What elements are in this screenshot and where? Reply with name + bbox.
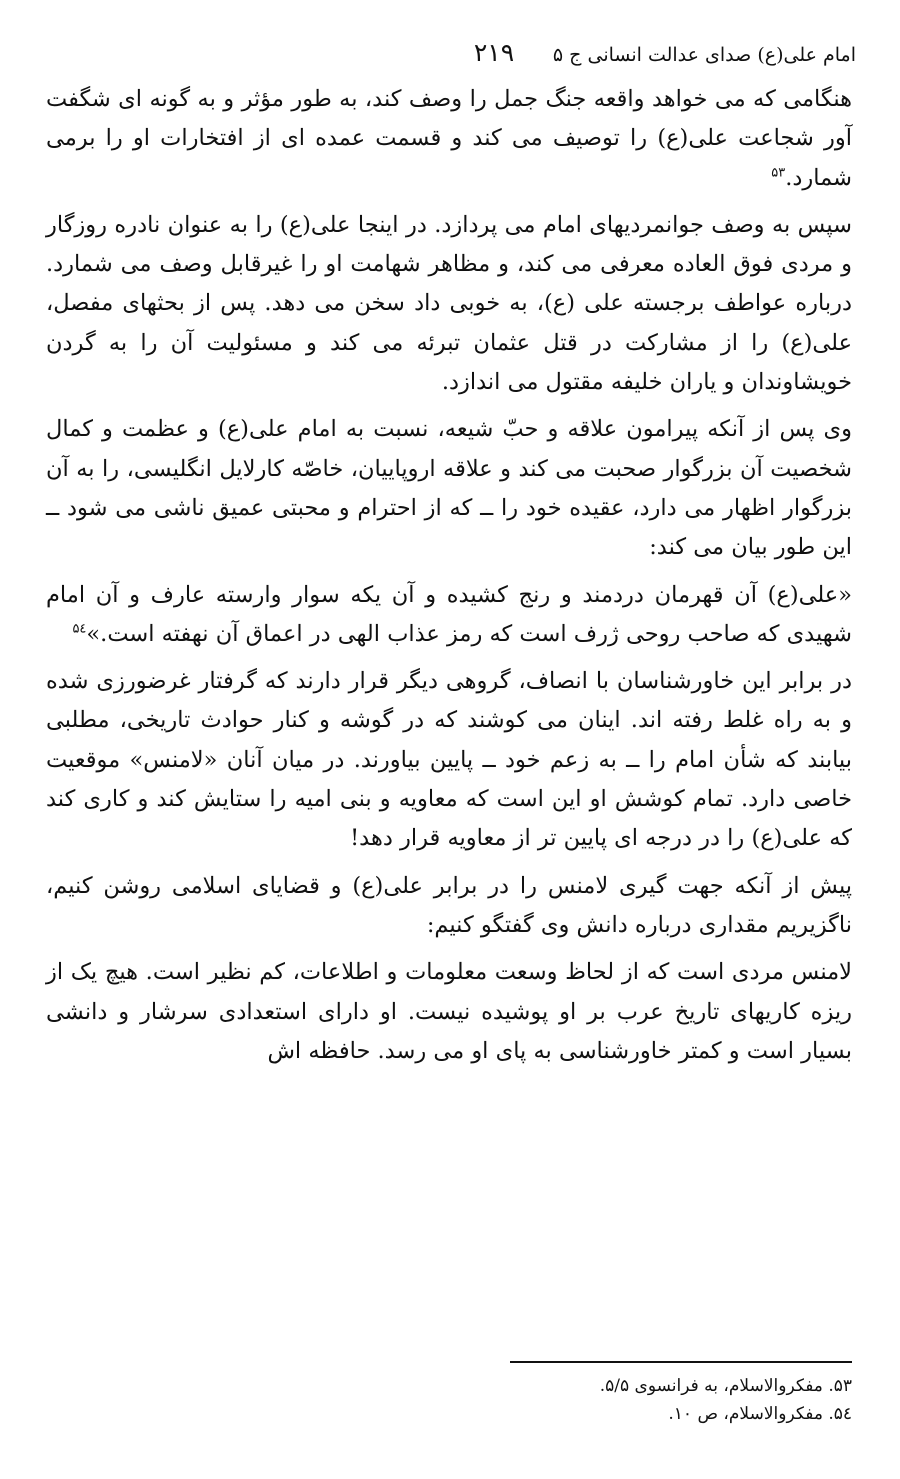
paragraph: سپس به وصف جوانمردیهای امام می پردازد. در اینجا علی(ع) را به عنوان نادره روزگار و مردی فوق العاده معرفی می کند، و مظاهر شهامت او را غیرقابل وصف می شمارد. درباره عواطف برجسته علی (ع)، به خوبی داد سخن می دهد. پس از بحثهای مفصل، علی(ع) را از مشارکت در قتل عثمان تبرئه می کند و مسئولیت آن را به گردن خویشاوندان و یاران خلیفه مقتول می اندازد. — [46, 211, 853, 396]
footnote-54: ۵٤. مفکروالاسلام، ص ۱۰. — [668, 1404, 852, 1424]
paragraph: در برابر این خاورشناسان با انصاف، گروهی دیگر قرار دارند که گرفتار غرضورزی شده و به راه غلط رفته اند. اینان می کوشند که در گوشه و کنار حوادث تاریخی، مطلبی بیابند که شأن امام را ــ به زعم خود ــ پایین بیاورند. در میان آنان «لامنس» موقعیت خاصی دارد. تمام کوشش او این است که معاویه و بنی امیه را ستایش کند و کاری کند که علی(ع) را در درجه ای پایین تر از معاویه قرار دهد! — [46, 668, 852, 852]
footnote-divider — [510, 1361, 852, 1363]
body-text — [46, 80, 852, 1079]
footnote-53: ۵۳. مفکروالاسلام، به فرانسوی ۵/۵. — [599, 1376, 852, 1396]
paragraph: پیش از آنکه جهت گیری لامنس را در برابر علی(ع) و قضایای اسلامی روشن کنیم، ناگزیریم مقداری درباره دانش وی گفتگو کنیم: — [46, 872, 852, 938]
quotation-paragraph: «علی(ع) آن قهرمان دردمند و رنج کشیده و آن یکه سوار وارسته عارف و آن امام شهیدی که صاحب روحی ژرف است که رمز عذاب الهی در اعماق آن نهفته است.»$^{۵٤}$ — [46, 581, 852, 647]
page-number: ۲۱۹ — [473, 38, 515, 67]
paragraph: هنگامی که می خواهد واقعه جنگ جمل را وصف کند، به طور مؤثر و به گونه ای شگفت آور شجاعت علی(ع) را توصیف می کند و قسمت عمده ای از افتخارات او را برمی شمارد.$^{۵۳}$ — [46, 86, 852, 191]
footnote-reference: ۵٤ — [72, 621, 87, 637]
paragraph: وی پس از آنکه پیرامون علاقه و حبّ شیعه، نسبت به امام علی(ع) و عظمت و کمال شخصیت آن بزرگوار صحبت می کند و علاقه اروپاییان، خاصّه کارلایل انگلیسی، را به آن بزرگوار اظهار می دارد، عقیده خود را ــ که از احترام و محبتی عمیق ناشی می شود ــ این طور بیان می کند: — [46, 416, 852, 561]
page-header — [44, 38, 856, 72]
paragraph: لامنس مردی است که از لحاظ وسعت معلومات و اطلاعات، کم نظیر است. هیچ یک از ریزه کاریهای تاریخ عرب بر او پوشیده نیست. او دارای استعدادی سرشار و دانشی بسیار است و کمتر خاورشناسی به پای او می رسد. حافظه اش — [46, 959, 852, 1064]
running-title: امام علی(ع) صدای عدالت انسانی ج ۵ — [552, 44, 856, 66]
footnotes — [46, 1372, 852, 1428]
footnote-reference: ۵۳ — [771, 165, 786, 181]
